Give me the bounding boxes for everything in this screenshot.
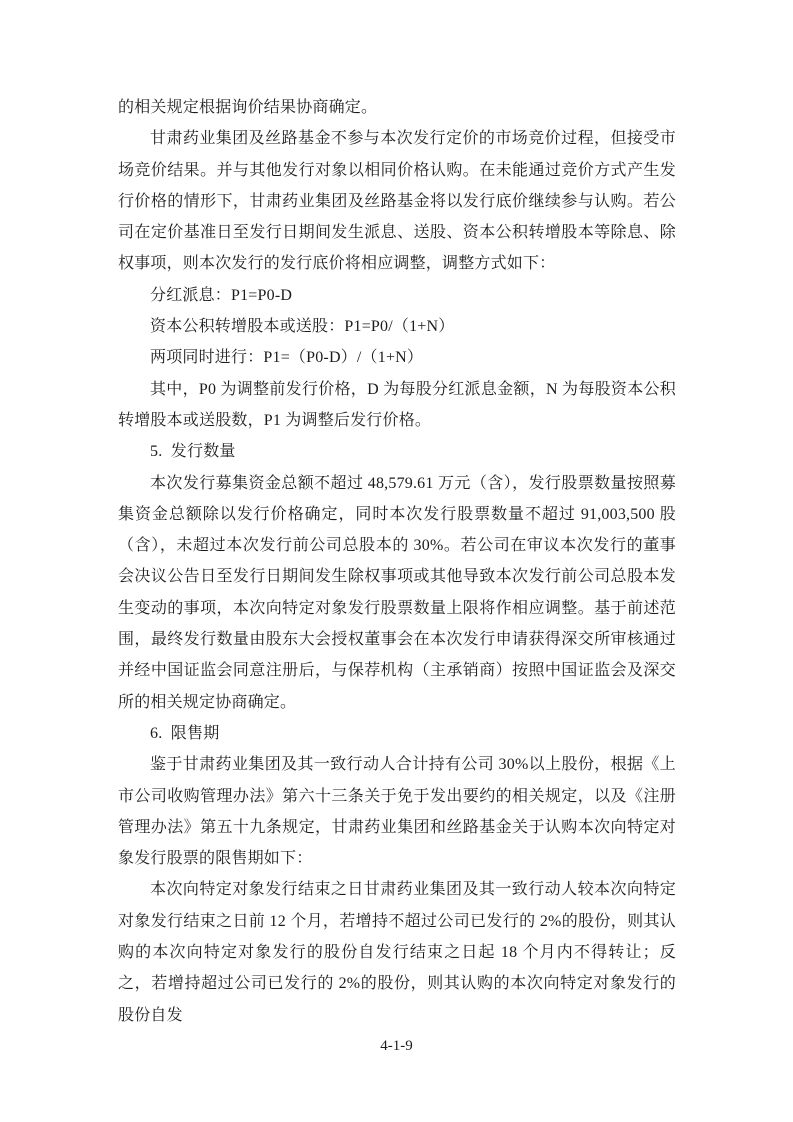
heading-issue-quantity: 5. 发行数量 — [150, 443, 236, 461]
paragraph-issue-quantity: 本次发行募集资金总额不超过 48,579.61 万元（含），发行股票数量按照募集资金总额除以发行价格确定，同时本次发行股票数量不超过 91,003,500 股（含），未超过本次发行前公司总股本的 30%。若公司在审议本次发行的董事会决议公告日至发行日期间发生除权事项或其他导致本次发行前公司总股本发生变动的事项，本次向特定对象发行股票数量上限将作相应调整。基于前述范围，最终发行数量由股东大会授权董事会在本次发行申请获得深交所审核通过并经中国证监会同意注册后，与保荐机构（主承销商）按照中国证监会及深交所的相关规定协商确定。 — [118, 474, 676, 711]
page-footer — [0, 1036, 793, 1056]
formula-dividend: 分红派息：P1=P0-D — [150, 286, 293, 304]
page-number: 4-1-9 — [380, 1038, 413, 1054]
formula-capital-reserve: 资本公积转增股本或送股：P1=P0/（1+N） — [150, 318, 455, 336]
formula-combined: 两项同时进行：P1=（P0-D）/（1+N） — [150, 349, 424, 367]
paragraph-formula-definitions: 其中，P0 为调整前发行价格，D 为每股分红派息金额，N 为每股资本公积转增股本或送股数，P1 为调整后发行价格。 — [118, 380, 676, 429]
heading-lockup-period: 6. 限售期 — [150, 724, 220, 742]
paragraph-continuation: 的相关规定根据询价结果协商确定。 — [118, 99, 378, 116]
paragraph-pricing-process: 甘肃药业集团及丝路基金不参与本次发行定价的市场竞价过程，但接受市场竞价结果。并与其他发行对象以相同价格认购。在未能通过竞价方式产生发行价格的情形下，甘肃药业集团及丝路基金将以发行底价继续参与认购。若公司在定价基准日至发行日期间发生派息、送股、资本公积转增股本等除息、除权事项，则本次发行的发行底价将相应调整，调整方式如下： — [118, 130, 676, 273]
document-body — [118, 92, 676, 1031]
paragraph-lockup-basis: 鉴于甘肃药业集团及其一致行动人合计持有公司 30%以上股份，根据《上市公司收购管理办法》第六十三条关于免于发出要约的相关规定，以及《注册管理办法》第五十九条规定，甘肃药业集团和丝路基金关于认购本次向特定对象发行股票的限售期如下： — [118, 756, 676, 868]
paragraph-lockup-terms: 本次向特定对象发行结束之日甘肃药业集团及其一致行动人较本次向特定对象发行结束之日前 12 个月，若增持不超过公司已发行的 2%的股份，则其认购的本次向特定对象发行的股份自发行结束之日起 18 个月内不得转让；反之，若增持超过公司已发行的 2%的股份，则其认购的本次向特定对象发行的股份自发 — [118, 881, 676, 1024]
